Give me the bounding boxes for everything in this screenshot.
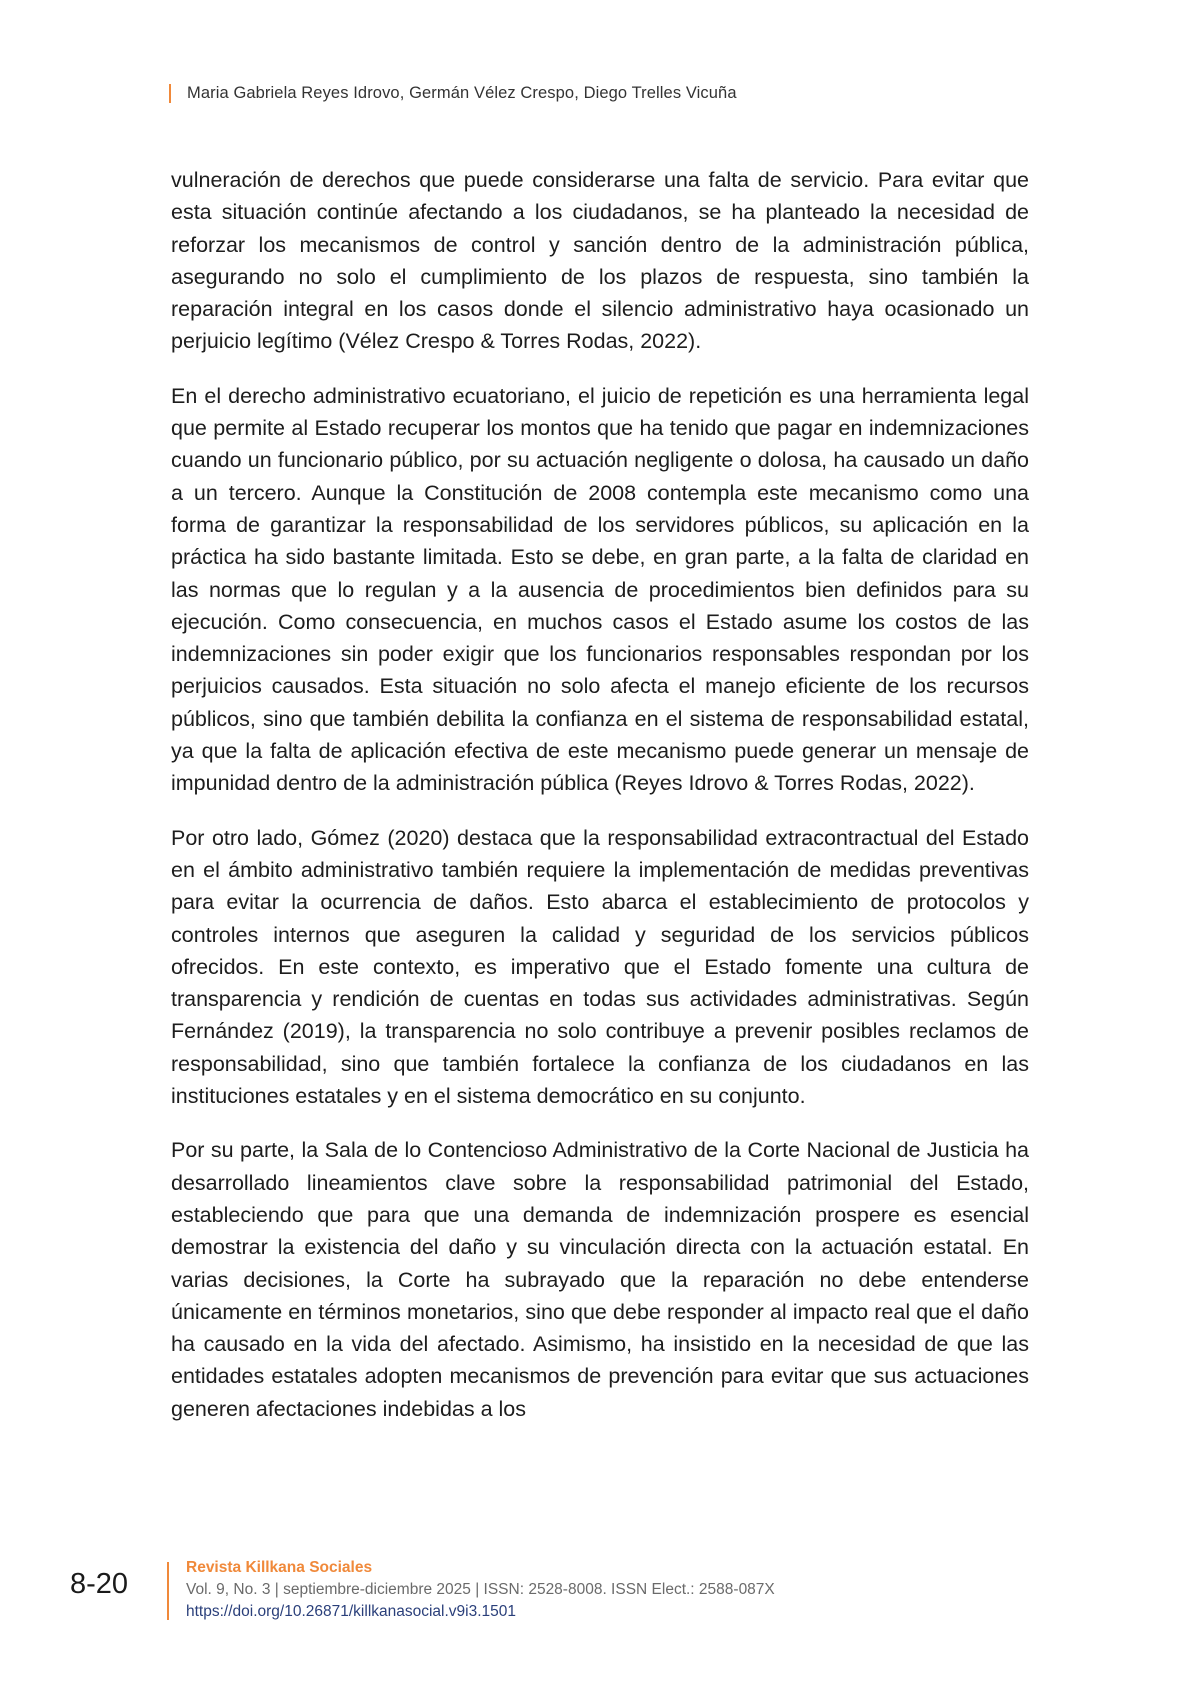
footer-accent-bar (167, 1562, 169, 1620)
paragraph-3: Por otro lado, Gómez (2020) destaca que la responsabilidad extracontractual del Estado en el ámbito administrativo también requiere la implementación de medidas preventivas para evitar la ocurrencia de daños. Esto abarca el establecimiento de protocolos y controles internos que aseguren la calidad y seguridad de los servicios públicos ofrecidos. En este contexto, es imperativo que el Estado fomente una cultura de transparencia y rendición de cuentas en todas sus actividades administrativas. Según Fernández (2019), la transparencia no solo contribuye a prevenir posibles reclamos de responsabilidad, sino que también fortalece la confianza de los ciudadanos en las instituciones estatales y en el sistema democrático en su conjunto. (171, 825, 1029, 1109)
running-header (169, 84, 737, 103)
article-body (171, 164, 1029, 1447)
header-authors: Maria Gabriela Reyes Idrovo, Germán Vélez Crespo, Diego Trelles Vicuña (187, 84, 737, 102)
journal-citation (186, 1557, 775, 1623)
journal-volume-info: Vol. 9, No. 3 | septiembre-diciembre 2025 | ISSN: 2528-8008. ISSN Elect.: 2588-087X (186, 1581, 775, 1598)
paragraph-2: En el derecho administrativo ecuatoriano, el juicio de repetición es una herramienta legal que permite al Estado recuperar los montos que ha tenido que pagar en indemnizaciones cuando un funcionario público, por su actuación negligente o dolosa, ha causado un daño a un tercero. Aunque la Constitución de 2008 contempla este mecanismo como una forma de garantizar la responsabilidad de los servidores públicos, su aplicación en la práctica ha sido bastante limitada. Esto se debe, en gran parte, a la falta de claridad en las normas que lo regulan y a la ausencia de procedimientos bien definidos para su ejecución. Como consecuencia, en muchos casos el Estado asume los costos de las indemnizaciones sin poder exigir que los funcionarios responsables respondan por los perjuicios causados. Esta situación no solo afecta el manejo eficiente de los recursos públicos, sino que también debilita la confianza en el sistema de responsabilidad estatal, ya que la falta de aplicación efectiva de este mecanismo puede generar un mensaje de impunidad dentro de la administración pública (Reyes Idrovo & Torres Rodas, 2022). (171, 383, 1029, 796)
journal-name: Revista Killkana Sociales (186, 1559, 373, 1576)
doi-link[interactable]: https://doi.org/10.26871/killkanasocial.v9i3.1501 (186, 1603, 517, 1620)
page-number: 8-20 (70, 1568, 129, 1600)
paragraph-4: Por su parte, la Sala de lo Contencioso Administrativo de la Corte Nacional de Justicia ha desarrollado lineamientos clave sobre la responsabilidad patrimonial del Estado, estableciendo que para que una demanda de indemnización prospere es esencial demostrar la existencia del daño y su vinculación directa con la actuación estatal. En varias decisiones, la Corte ha subrayado que la reparación no debe entenderse únicamente en términos monetarios, sino que debe responder al impacto real que el daño ha causado en la vida del afectado. Asimismo, ha insistido en la necesidad de que las entidades estatales adopten mecanismos de prevención para evitar que sus actuaciones generen afectaciones indebidas a los (171, 1138, 1029, 1421)
header-accent-bar (169, 84, 171, 103)
page-footer (0, 1548, 1191, 1628)
paragraph-1: vulneración de derechos que puede considerarse una falta de servicio. Para evitar que esta situación continúe afectando a los ciudadanos, se ha planteado la necesidad de reforzar los mecanismos de control y sanción dentro de la administración pública, asegurando no solo el cumplimiento de los plazos de respuesta, sino también la reparación integral en los casos donde el silencio administrativo haya ocasionado un perjuicio legítimo (Vélez Crespo & Torres Rodas, 2022). (171, 168, 1029, 354)
